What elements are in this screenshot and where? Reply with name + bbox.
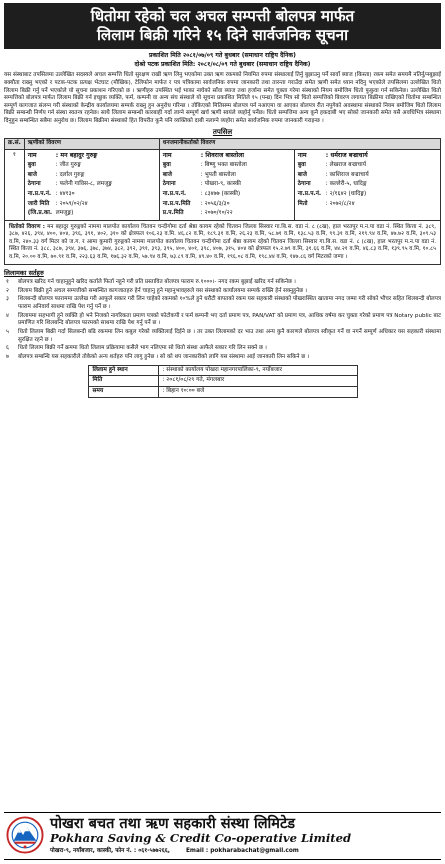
- col-owner-header: धनजमानीकर्ताको विवरण: [159, 138, 440, 149]
- condition-number: ५: [6, 329, 9, 336]
- tapsil-heading: तपसिल: [212, 127, 233, 136]
- guarantor1-field-value: : भुपती बास्तोला: [200, 171, 236, 178]
- borrower-field-label: बाजे: [27, 171, 37, 178]
- col-borrower-header: ऋणीको विवरण: [24, 138, 159, 149]
- row-sn: १: [5, 149, 25, 220]
- collateral-text: मन बहादुर गुरुङ्गको नाममा मालपोत कार्यालय चितवन चन्दीगोमा दर्ता श्रेष्ठा कायम रहेको चितवन जिल्ला सिस्वार गा.बि.स. वडा नं. ८ (८ख), हाल भरतपुर म.न.पा वडा नं. स्थित कित्ता नं. ३८९, ३८७, ४२६, ३९४, ४००, ४०४, ३९६, ३९१, ४०२, ३१० को क्षेत्रफल १०६.२३ व.मि. ४६.८२ व.मि, १८९.३१ व.मि, २६.२३ व.मि, ५८.७१ व.मि, १३८.५३ व.मि, ९९.३१ व.मि, २१९.९४ व.मि, ४७.७२ व.मि, ३०९.५३ व.मि, २४०.३३ वर्ग मिटर को ज.ग. र आमा कुमारी गुरुङ्गको नाममा मालपोत कार्यालय चितवन चन्दीगोमा दर्ता श्रेष्ठा कायम रहेको चितवन जिल्ला सिस्वार गा.बि.स. वडा नं. ८ (८ख), हाल भरतपुर म.न.पा वडा नं. स्थित कित्ता नं. ३८८, ३८७, ३९४, ३७६, ३७८, ३७४, ३८२, ३९२, ३९१, ३९३, ३९५, ४००, ४०१, ३९८, ४०७, ३१५, ४०४ को क्षेत्रफल १५.२.७९ व.मि, ३१.६६ व.मि, ४४.२१ व.मि, ४६.८३ व.मि, १३९.९५ व.मि, १०.८५ व.मि, २०.०० व.मि, ७०.९१ व.मि, २२३.६३ व.मि, १७६.३२ व.मि, ५७.९४ व.मि, ७३.८९ व.मि, ४९.४० व.मि, १९६.०८ व.मि, १९८.४४ व.मि, १४७.८६ वर्ग मिटरको जग्गा ।: [9, 223, 436, 260]
- guarantor1-field-value: : ८३४७७ (कास्की): [200, 190, 241, 197]
- guarantor2-field-value: : काशिराज बज्राचार्य: [325, 171, 369, 178]
- auction-time-row: [88, 387, 357, 398]
- condition-number: ३: [6, 296, 9, 303]
- guarantor1-field-label: ना.प्र.प.मिति: [162, 200, 191, 207]
- condition-text: बोलपत्र खरिद गर्न चाहानुहुने खरिद कर्ताले फिर्ता नहुने गरी प्रति प्रस्तावित बोलपत्र फाराम रु.१०००।- नगद रकम बुझाई खरिद गर्न सकिनेछ ।: [18, 278, 296, 285]
- guarantor2-field-label: ठेगाना: [297, 181, 311, 188]
- guarantor2-field-label: नाम: [297, 151, 307, 159]
- notice-title-line2: लिलाम बिक्री गरिने १५ दिने सार्वजनिक सूचना: [96, 25, 349, 44]
- guarantor1-field-label: बाजे: [162, 171, 172, 178]
- table-header-row: [5, 138, 441, 149]
- borrower-field-value: : २०५९/०२/२४: [55, 200, 88, 207]
- org-footer: [4, 812, 441, 860]
- guarantor2-field-value: : कल्लेरी-५, धादिङ्ग: [325, 181, 367, 188]
- guarantor1-cell: [159, 149, 294, 220]
- condition-number: २: [6, 287, 9, 294]
- guarantor2-field-label: बाजे: [297, 171, 307, 178]
- auction-place-label: लिलाम हुने स्थान: [88, 365, 158, 376]
- col-sn-header: क्र.सं.: [5, 138, 25, 149]
- conditions-list: [4, 279, 441, 362]
- borrower-field-label: बुवा: [27, 161, 36, 168]
- auction-place-value: : संस्थाको कार्यालय पोखरा महानगरपालिका-९, नयाँबजार: [158, 365, 357, 376]
- auction-place-row: [88, 365, 357, 376]
- org-address: पोखरा-९, नयाँबजार, कास्की, फोन नं. : ०६१-५७७२६६,: [50, 848, 170, 854]
- borrower-field-value: : मन बहादुर गुरुङ्ग: [55, 151, 98, 159]
- auction-schedule-table: [88, 365, 358, 398]
- condition-number: ४: [6, 312, 9, 319]
- condition-text: लिलाममा सहभागी हुने व्यक्ति हो भने निजको नागरिकता प्रमाण पत्रको फोटोकपी र फर्म कम्पनी भए दर्ता प्रमाण पत्र, PAN/VAT को प्रमाण पत्र, आधिक वर्षमा कर चुक्ता गरेको प्रमाण पत्र Notary public बाट प्रमाणित गरि शिलबन्दि बोलपत्र फारमको साथमा राखि पेश गर्नु पर्ने छ ।: [18, 312, 441, 327]
- org-email: Email : pokharabachat@gmail.com: [185, 848, 299, 854]
- intro-paragraph: यस संस्थाबाट तपसिलमा उल्लेखित सदस्यले अचल सम्पत्ति धितो सुरक्षण राखी ऋण लिनु भएकोमा उक्त ऋण रकमको नियमित रुपमा संस्थालाई तिर्नु बुझाउनु पर्ने सावाँ ब्याज (किस्ता) रकम समेत समयमै नतिर्नु/नबुझाई बक्यौता राख्नु भएको र पटक-पटक प्रत्यक्ष भेटघाट (मौखिक), टेलिफोन मार्फत र पत्र पत्रिकामा सार्वजनिक रुपमा जानकारी तथा तारन्ता गराउँदा समेत ऋणी समेत ध्यान नदिनु भएकोले तपसिलमा उल्लेखित धितो लिलाम बिक्री गर्नु पर्ने भएकोले यो सूचना प्रकाशन गरिएको छ । ऋणीहरु उपस्थित भई भाका नाघेको साँवा ब्याज तथा हर्जाना समेत चुक्ता गरेमा संस्थाको नियम बमोजिम धितो फुकुवा गर्न सकिनेछ। उल्लेखित धितो सम्पत्तिको बोलपत्र मार्फत लिलाम बिक्री गर्न इच्छुक व्यक्ति, फर्म, कम्पनी वा अन्य संघ संस्थाले यो सूचना प्रकाशित मितिले १५ (पन्ध्र) दिन भित्र सो धितो सम्पत्तिको बिवरण लगायत बिक्रीमा राखिएको धितोमा सम्बन्धित सम्पूर्ण कागजात संलग्न गरी संस्थाको केन्द्रीय कार्यालयमा सम्पर्क राख्नु हुन अनुरोध गरिन्छ । तोकिएको मितिसम्म बोलपत्र पर्न नआएमा वा आएका बोलपत्र रीत नपुगेको अवस्थामा संस्थाको नियम बमोजिम धितो लिलाम बिक्री सम्बन्धी निर्णय गर्न संस्था स्वतन्त्र रहनेछ। साथै लिलाम सम्बन्धी कारबाही गर्दा लाग्ने सम्पूर्ण खर्च ऋणी स्वयंले व्यहोर्नु पर्नेछ। धितो सम्पत्तिमा अन्य कुनै हकदाबी भए सोको जानकारी समेत यसै अवधिभित्र संस्थामा दिनुहुन सम्बन्धित सबैमा अनुरोध छ। लिलाम बिक्रीमा संस्थाको हित विपरीत कुनै पनि व्यक्तिको दाबी नलाग्ने व्यहोरा समेत सार्वजनिक रुपमा जानकारी गराइन्छ ।: [4, 72, 441, 124]
- cooperative-logo-icon: [6, 816, 44, 854]
- borrower-field-label: ना.प्र.प.नं.: [27, 190, 52, 197]
- list-item: [4, 296, 441, 311]
- list-item: [4, 345, 441, 352]
- collateral-description: [4, 221, 441, 265]
- guarantor2-field-label: बुवा: [297, 161, 306, 168]
- guarantor2-field-value: : लेखराज बज्राचार्य: [325, 161, 366, 168]
- list-item: [4, 279, 441, 286]
- condition-text: बोलपत्र सम्बन्धि यस सहकारीले तोकेको अन्य शर्तहरु पनि लागु हुनेछ । सो को थप जानकारीको लागि यस संस्थामा आई जानकारी लिन सकिने छ ।: [18, 354, 310, 361]
- borrower-field-value: : फलेनी गाविस-८, लमजुङ्ग: [55, 181, 113, 188]
- notice-header: [4, 3, 441, 49]
- guarantor1-field-value: : शिवराज बास्तोला: [200, 151, 245, 159]
- borrower-field-label: जारी मिति: [27, 200, 50, 207]
- condition-number: १: [6, 278, 9, 285]
- borrower-info: [28, 152, 156, 218]
- condition-text: शिलबन्दी बोलपत्र फाराममा उल्लेख गरी आफूले सकार गरी लिन चाहेको रकमको १०%ले हुने धरौटी बापतको रकम यस सहकारी संस्थाको पोखरास्थित खातामा नगद जम्मा गरी सोको भौचर सहित शिलबन्दी बोलपत्र फाराम अनिवार्य साथमा राखि पेश गर्नु पर्ने छ ।: [18, 296, 441, 310]
- borrower-details-table: [4, 138, 441, 221]
- conditions-title: लिलामका सर्तहरु: [4, 269, 44, 278]
- borrower-cell: [24, 149, 159, 220]
- table-row: [5, 149, 441, 220]
- guarantor2-cell: [294, 149, 440, 220]
- org-name-english: Pokhara Saving & Credit Co-operative Limited: [50, 831, 352, 845]
- borrower-field-value: : ४४१३०: [55, 190, 75, 197]
- borrower-field-label: (जि.प्र.का.: [27, 210, 53, 217]
- list-item: [4, 329, 441, 344]
- list-item: [4, 354, 441, 361]
- guarantor1-info: [163, 152, 291, 218]
- guarantor1-field-value: : २०५६/३/३०: [200, 200, 230, 207]
- guarantor2-field-value: : २/१६४२ (धादिङ्ग): [325, 190, 367, 197]
- borrower-field-label: नाम: [27, 151, 37, 159]
- guarantor1-field-label: ना.प्र.प.नं.: [162, 190, 187, 197]
- guarantor1-field-label: प्र.प.मिति: [162, 210, 184, 217]
- org-contact: [50, 848, 313, 856]
- condition-text: धितो लिलाम बिक्री गर्ने क्रममा धितो लिलाम प्रक्रियामा कसैले भाग नलिएमा सो धितो संस्था आफैले सकार गरि लिन सक्ने छ ।: [18, 345, 267, 352]
- auction-time-label: समय: [88, 387, 158, 398]
- guarantor1-field-value: : पोखरा-९, कास्की: [200, 181, 241, 188]
- condition-text: धितो लिलाम बिक्री गर्दा सिलबन्दी बढि रकममा लिन कबुल गरेको व्यक्तिलाई दिईने छ । तर उक्त लिलामको दर भाउ तथा अन्य कुनै कारणले बोलपत्र स्वीकृत गर्ने वा नगर्ने सम्पूर्ण अधिकार यस सहकारी संस्थामा सुरक्षित रहने छ ।: [18, 329, 441, 343]
- guarantor2-info: [298, 152, 437, 208]
- second-publication-date: दोश्रो पटक प्रकाशित मिति: २०८१/०८/०९ गते बुधबार (समाधान राष्ट्रिय दैनिक): [134, 61, 311, 69]
- org-name-nepali: पोखरा बचत तथा ऋण सहकारी संस्था लिमिटेड: [50, 815, 296, 832]
- guarantor2-field-label: ना.प्र.प.नं.: [297, 190, 322, 197]
- borrower-field-label: ठेगाना: [27, 181, 41, 188]
- collateral-label: धितोको विवरण :: [9, 223, 45, 230]
- guarantor1-field-label: नाम: [162, 151, 172, 159]
- borrower-field-value: : दर्लाल गुरुङ्ग: [55, 171, 85, 178]
- auction-time-value: : बिहान १०:०० बजे: [158, 387, 357, 398]
- auction-date-row: [88, 376, 357, 387]
- auction-date-label: मिति: [88, 376, 158, 387]
- condition-number: ६: [6, 345, 9, 352]
- auction-date-value: : २०८१/०८/२९ गते, मंगलबार: [158, 376, 357, 387]
- guarantor2-field-value: : २०७२/८/२४: [325, 200, 355, 207]
- list-item: [4, 288, 441, 295]
- guarantor1-field-value: : बिष्णु भक्त बास्तोला: [200, 161, 247, 168]
- guarantor2-field-label: मितो: [297, 200, 308, 207]
- borrower-field-value: लमजुङ्ग): [55, 210, 74, 217]
- notice-title-line1: धितोमा रहेको चल अचल सम्पत्ती बोलपत्र मार्फत: [90, 7, 355, 25]
- list-item: [4, 313, 441, 328]
- guarantor2-field-value: : धर्मराज बज्राचार्य: [325, 151, 368, 159]
- guarantor1-field-value: : २०७०/१०/२२: [200, 210, 233, 217]
- first-publication-date: प्रकाशित मिति २०८१/०७/०९ गते बुधबार (समाधान राष्ट्रिय दैनिक): [149, 52, 296, 60]
- borrower-field-value: : जीत गुरुङ्ग: [55, 161, 81, 168]
- condition-number: ७: [6, 354, 9, 361]
- guarantor1-field-label: बुवा: [162, 161, 171, 168]
- condition-text: लिलाम बिक्री हुने अचल सम्पत्तीको सम्बन्धित कागजातहरु हेर्न चाहानु हुने महानुभावहरुले यस संस्थाको कार्यालयमा सम्पर्क राख्नि हेर्न सक्नुहुनेछ ।: [18, 287, 307, 294]
- guarantor1-field-label: ठेगाना: [162, 181, 176, 188]
